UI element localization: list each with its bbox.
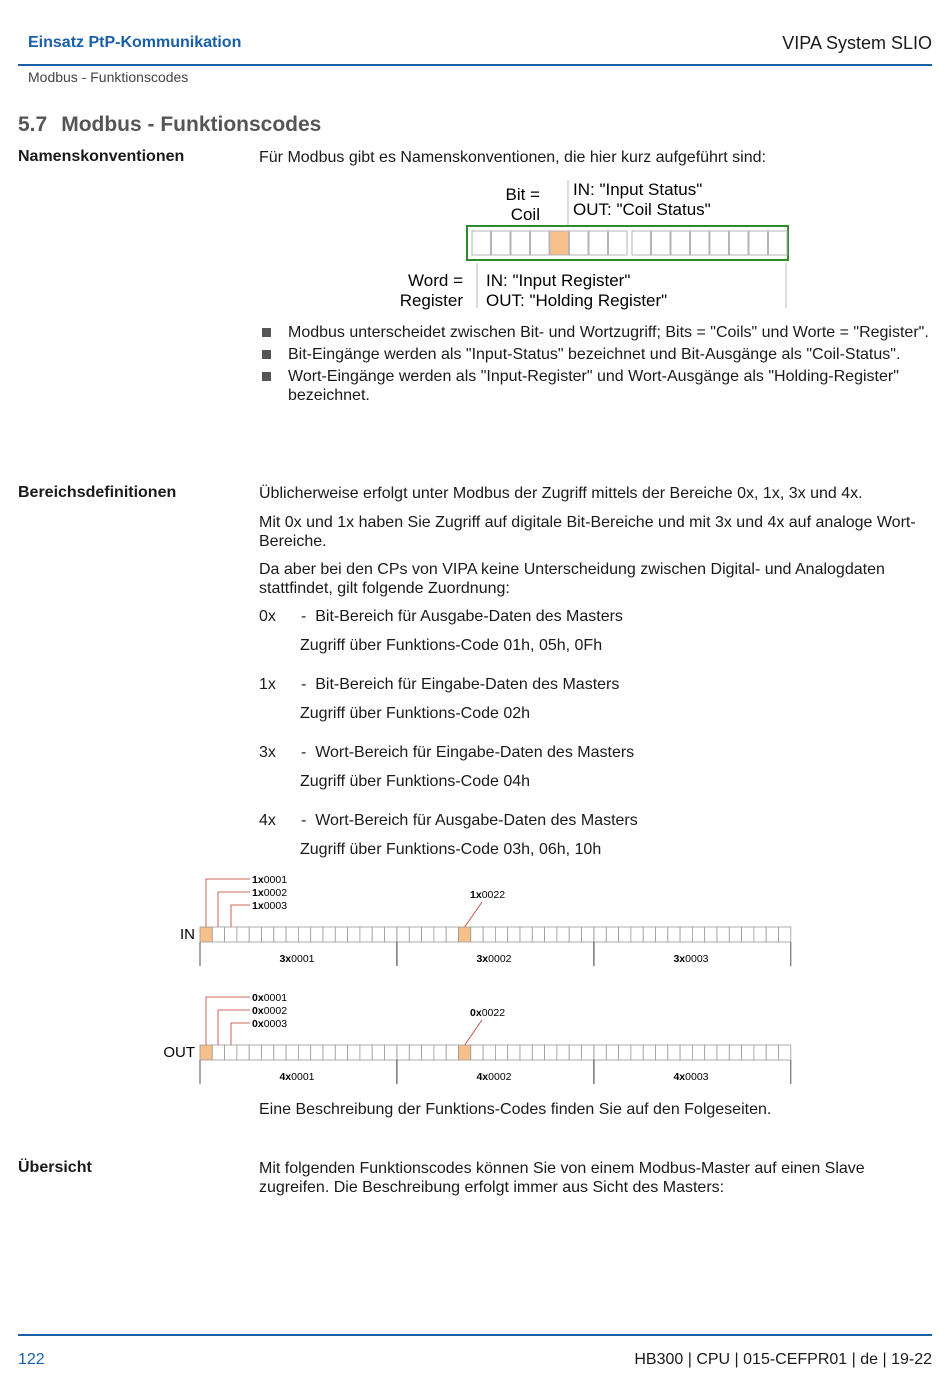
bit-cell (286, 1045, 298, 1060)
area-0x: 0x - Bit-Bereich für Ausgabe-Daten des Masters (259, 608, 623, 625)
header-subtitle: Modbus - Funktionscodes (28, 69, 189, 85)
register-cells (472, 231, 787, 255)
map-out-bit-3: 0x0003 (252, 1018, 288, 1030)
bit-cell (483, 1045, 495, 1060)
area-1x: 1x - Bit-Bereich für Eingabe-Daten des Masters (259, 676, 620, 693)
bit-cell (335, 927, 347, 942)
bit-cell (680, 1045, 692, 1060)
bit-cell (766, 927, 778, 942)
bit-cell (582, 927, 594, 942)
section-number: 5.7 (18, 113, 48, 136)
bullet-square-icon (262, 372, 271, 381)
bit-cell (249, 1045, 261, 1060)
bit-cell (274, 927, 286, 942)
bit-cell (360, 927, 372, 942)
bullet-square-icon (262, 328, 271, 337)
bit-cell (200, 927, 212, 942)
bit-cell (692, 1045, 704, 1060)
bit-cell (372, 1045, 384, 1060)
register-cell (632, 231, 651, 255)
label-naming: Namenskonventionen (18, 148, 185, 165)
bit-cell (237, 1045, 249, 1060)
naming-intro: Für Modbus gibt es Namenskonventionen, die hier kurz aufgeführt sind: (259, 149, 766, 166)
bit-cell (483, 927, 495, 942)
register-cell (769, 231, 788, 255)
areas-after: Eine Beschreibung der Funktions-Codes finden Sie auf den Folgeseiten. (259, 1101, 772, 1118)
bit-cell (446, 1045, 458, 1060)
bit-cell (385, 927, 397, 942)
bit-cell (643, 927, 655, 942)
bit-cell (311, 927, 323, 942)
bit-cell (212, 927, 224, 942)
bit-pointer-2 (218, 892, 250, 927)
register-cell (531, 231, 550, 255)
bit-cell (606, 927, 618, 942)
map-in-bit-3: 1x0003 (252, 900, 288, 912)
bit-cell (237, 927, 249, 942)
footer-divider (18, 1334, 932, 1336)
map-out-word-1: 4x0001 (279, 1071, 315, 1083)
bit-cell (508, 927, 520, 942)
map-in-word-2: 3x0002 (476, 953, 512, 965)
register-cell (589, 231, 608, 255)
bit-cell (668, 1045, 680, 1060)
bit-cell (471, 1045, 483, 1060)
word-label-2: Register (399, 291, 463, 310)
bit-cell (545, 927, 557, 942)
map-in-pointers (206, 879, 482, 927)
bit-cell (643, 1045, 655, 1060)
overview-text: Mit folgenden Funktionscodes können Sie von einem Modbus-Master auf einen Slave zugreifen. Die Beschreibung erfolgt immer aus Sicht des Masters: (259, 1160, 865, 1196)
areas-p2: Mit 0x und 1x haben Sie Zugriff auf digitale Bit-Bereiche und mit 3x und 4x auf analoge Wort-Bereiche. (259, 514, 916, 550)
map-in-bit-1: 1x0001 (252, 874, 288, 886)
bit-cell (409, 927, 421, 942)
bit-word-diagram (390, 175, 810, 315)
bit-label-2: Coil (510, 205, 540, 224)
bit-cell (582, 1045, 594, 1060)
bit-cell (557, 1045, 569, 1060)
naming-bullets (259, 323, 931, 408)
bit-cell (619, 927, 631, 942)
area-4x: 4x - Wort-Bereich für Ausgabe-Daten des Masters (259, 812, 638, 829)
register-cell (691, 231, 710, 255)
bit-cell (557, 927, 569, 942)
bit-cell (742, 1045, 754, 1060)
area-3x-access: Zugriff über Funktions-Code 04h (300, 773, 531, 790)
bit-in-label: IN: "Input Status" (573, 180, 703, 199)
bit-cell (631, 927, 643, 942)
bit-cell (594, 1045, 606, 1060)
map-out-word-2: 4x0002 (476, 1071, 512, 1083)
register-cell (492, 231, 511, 255)
bit-cell (532, 1045, 544, 1060)
bit-label-1: Bit = (505, 185, 540, 204)
word-label-1: Word = (408, 271, 463, 290)
bit-cell (705, 1045, 717, 1060)
bit-cell (434, 927, 446, 942)
bit-cell (606, 1045, 618, 1060)
document-id: HB300 | CPU | 015-CEFPR01 | de | 19-22 (634, 1351, 932, 1368)
bit-cell (348, 1045, 360, 1060)
register-cell (609, 231, 628, 255)
bit-pointer-1 (206, 997, 250, 1045)
areas-p1: Üblicherweise erfolgt unter Modbus der Zugriff mittels der Bereiche 0x, 1x, 3x und 4x. (259, 485, 863, 502)
bullet-square-icon (262, 350, 271, 359)
bit-cell (249, 927, 261, 942)
bit-cell (754, 927, 766, 942)
register-cell (671, 231, 690, 255)
header-divider (18, 64, 932, 66)
bit-cell (434, 1045, 446, 1060)
list-item: Bit-Eingänge werden als "Input-Status" bezeichnet und Bit-Ausgänge als "Coil-Status". (259, 345, 931, 364)
bit-cell (459, 1045, 471, 1060)
bit-cell (545, 1045, 557, 1060)
bit-cell (729, 927, 741, 942)
bit-pointer-3 (231, 1023, 250, 1045)
bit-cell (422, 927, 434, 942)
bit-cell (569, 1045, 581, 1060)
address-map-out (150, 986, 800, 1096)
bit-cell (372, 927, 384, 942)
bit-cell (692, 927, 704, 942)
bit-cell (495, 927, 507, 942)
register-cell (570, 231, 589, 255)
bit-cell (619, 1045, 631, 1060)
product-name: VIPA System SLIO (782, 33, 932, 53)
bit-cell (225, 1045, 237, 1060)
areas-p3: Da aber bei den CPs von VIPA keine Unterscheidung zwischen Digital- und Analogdaten stattfindet, gilt folgende Zuordnung: (259, 561, 885, 597)
bit-cell (225, 927, 237, 942)
bit-cell (446, 927, 458, 942)
bit-cell (274, 1045, 286, 1060)
bit-pointer-3 (231, 905, 250, 927)
label-areas: Bereichsdefinitionen (18, 484, 177, 501)
bit-cell (409, 1045, 421, 1060)
map-in-label: IN (180, 926, 195, 943)
bit-cell (385, 1045, 397, 1060)
bit-cell (705, 927, 717, 942)
bit-cell (298, 927, 310, 942)
bit-cell (717, 927, 729, 942)
bit-cell (471, 927, 483, 942)
bit-cell (397, 927, 409, 942)
section-title-text: Modbus - Funktionscodes (61, 113, 322, 136)
list-item: Wort-Eingänge werden als "Input-Register" und Wort-Ausgänge als "Holding-Register" bezeichnet. (259, 367, 931, 405)
bit-cell (742, 927, 754, 942)
register-cell (652, 231, 671, 255)
word-out-label: OUT: "Holding Register" (486, 291, 668, 310)
map-out-mid-bit: 0x0022 (470, 1007, 506, 1019)
address-map-in (150, 868, 800, 978)
bit-cell (779, 1045, 791, 1060)
bit-cell (459, 927, 471, 942)
bit-cell (766, 1045, 778, 1060)
bit-cell (779, 927, 791, 942)
map-in-word-1: 3x0001 (279, 953, 315, 965)
bit-cell (631, 1045, 643, 1060)
bit-cell (717, 1045, 729, 1060)
map-out-label: OUT (163, 1044, 195, 1061)
bit-cell (656, 927, 668, 942)
bit-cell (262, 927, 274, 942)
bit-cell (262, 1045, 274, 1060)
map-out-bit-1: 0x0001 (252, 992, 288, 1004)
bit-cell (323, 927, 335, 942)
bit-cell (729, 1045, 741, 1060)
area-1x-access: Zugriff über Funktions-Code 02h (300, 705, 531, 722)
bit-cell (594, 927, 606, 942)
area-4x-access: Zugriff über Funktions-Code 03h, 06h, 10h (300, 841, 602, 858)
bit-cell (200, 1045, 212, 1060)
bit-cell (422, 1045, 434, 1060)
map-in-bit-2: 1x0002 (252, 887, 288, 899)
bit-pointer-1 (206, 879, 250, 927)
register-cell (710, 231, 729, 255)
register-cell (550, 231, 569, 255)
map-out-bit-2: 0x0002 (252, 1005, 288, 1017)
bit-cell (754, 1045, 766, 1060)
area-0x-access: Zugriff über Funktions-Code 01h, 05h, 0Fh (300, 637, 603, 654)
register-cell (511, 231, 530, 255)
bit-cell (532, 927, 544, 942)
bit-cell (360, 1045, 372, 1060)
bit-cell (656, 1045, 668, 1060)
bit-cell (311, 1045, 323, 1060)
bit-pointer-2 (218, 1010, 250, 1045)
bit-cell (668, 927, 680, 942)
page-number: 122 (18, 1351, 45, 1368)
chapter-title: Einsatz PtP-Kommunikation (28, 34, 242, 51)
bit-cell (335, 1045, 347, 1060)
bit-cell (212, 1045, 224, 1060)
section-title (18, 113, 321, 137)
label-overview: Übersicht (18, 1159, 92, 1176)
map-out-word-3: 4x0003 (673, 1071, 709, 1083)
bit-cell (520, 1045, 532, 1060)
register-cell (749, 231, 768, 255)
list-item: Modbus unterscheidet zwischen Bit- und Wortzugriff; Bits = "Coils" und Worte = "Register". (259, 323, 931, 342)
map-in-mid-bit: 1x0022 (470, 889, 506, 901)
mid-bit-pointer (465, 902, 482, 927)
bit-cell (323, 1045, 335, 1060)
bit-cell (680, 927, 692, 942)
bit-cell (397, 1045, 409, 1060)
map-in-word-3: 3x0003 (673, 953, 709, 965)
mid-bit-pointer (465, 1020, 482, 1045)
bit-cell (520, 927, 532, 942)
bit-cell (495, 1045, 507, 1060)
bit-cell (508, 1045, 520, 1060)
word-in-label: IN: "Input Register" (486, 271, 631, 290)
bit-cell (348, 927, 360, 942)
area-3x: 3x - Wort-Bereich für Eingabe-Daten des Masters (259, 744, 635, 761)
map-out-pointers (206, 997, 482, 1045)
bit-cell (298, 1045, 310, 1060)
register-cell (730, 231, 749, 255)
bit-cell (569, 927, 581, 942)
bit-cell (286, 927, 298, 942)
bit-out-label: OUT: "Coil Status" (573, 200, 711, 219)
register-cell (472, 231, 491, 255)
